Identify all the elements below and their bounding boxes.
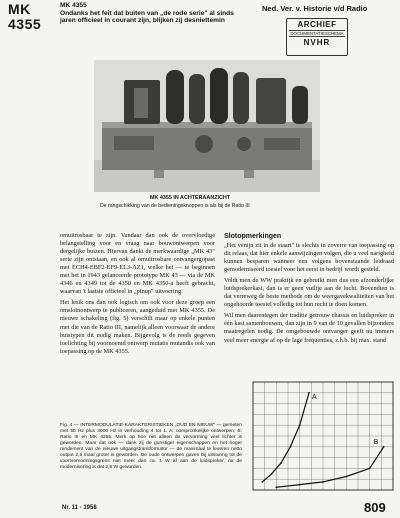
data-point [369,468,371,470]
right-column [224,232,394,348]
photo-subcaption: De rangschikking van de bedieningsknoppen is als bij de Ratio III [100,203,250,209]
photo-caption: MK 4355 IN ACHTERAANZICHT [150,195,231,201]
data-point [322,481,324,483]
right-paragraph: „Het venijn zit in de staart" is slechts in zoverre van toepassing op dit relaas, dat hier enkele aanwijzingen volgen, die u veel narigheid kunnen besparen wanneer een volgens bovenstaande leidraad gemoderniseerd toestel voor het eerst in bedrijf wordt gesteld. [224,242,394,274]
left-column [60,232,215,359]
issue-label: Nr. 11 - 1958 [62,505,97,511]
intro-block [60,2,245,25]
data-point [299,484,301,486]
stamp-line-documentatie: DOCUMENTATIESCHEMA [290,31,344,36]
intro-text: Ondanks het feit dat buiten van „de rode serie" al sinds jaren officieel in courant zijn, blijken zij desniettemin [60,9,234,25]
archive-stamp [286,18,348,56]
right-paragraph: Wil men daarentegen der traditie getrouw chassis en luidspreker in één kast samenbouwen, dan zijn in 9 van de 10 gevallen bijzondere maatregelen nodig. De omgebouwde ontvanger geeft nu immers veel meer energie af op de lage frequenties, z.h.b. bij max. stand [224,312,394,344]
series-label: A [312,393,317,401]
stamp-line-archief: ARCHIEF [297,20,337,29]
intro-code: MK 4355 [60,2,87,9]
series-line-b [276,447,383,488]
stamp-line-nvhr: NVHR [303,38,331,47]
chassis-photo [94,60,320,192]
data-point [383,446,385,448]
data-point [289,446,291,448]
data-point [280,462,282,464]
data-point [275,486,277,488]
data-point [308,392,310,394]
series-label: B [373,438,379,446]
data-point [261,481,263,483]
model-title: MK 4355 [8,1,42,32]
figure-caption: Fig. 4 — INTERMODULATIE-KARAKTERISTIEKEN „OUD EN NIEUW" — gemeten met 50 Hz plus 3000 Hz in verhouding 4 tot 1. A: oorspronkelijke ontwerpen; B: Ratio III en MK 4355. Merk op hoe riet alleen de vervorming veel lichter is geworden. Maar dat ook — dank zij de gunstiger eigenschappen en het hoger rendement van de nieuwe uitgangstransformator — de maximaal te leveren netto output 2,5 maal groter is geworden. De oude ontwerpen gaven bij uitsturing tot de voortvervormingsgrens niet meer dan ca. 1 W af aan de luidspreker, na de modernisering is dat 2,5 W geworden. [60,423,242,471]
page-number: 809 [364,500,386,515]
data-point [345,476,347,478]
data-point [299,424,301,426]
left-paragraph: omuitrosbaar te zijn. Vandaar dan ook de overvloedige belangstelling voor en vraag naar bouwontwerpen voor dergelijke buizen. Hiervan dankt de merkwaardige „MK 43" serie zijn ontstaan, en ook al omuitrosbare ontvangergopast met ECH4-EBF2-EF9-EL3-AZ1, welke het — te beginnen met het in 1943 gelanceerde prototype MK 43 — via de MK 4346 en 4349 tot de 4350 en MK 4350-a heeft gebracht, waarvan 't laatste officieel in „pinup" uitvoering. [60,232,215,296]
intermodulation-chart [247,378,397,496]
right-paragraph: Voldt men de WW praktijk en gebruikt men dus een afzonderlijke luidsprekerkast, dan is er geen vuiltje aan de lucht. Bovendien is dat verreweg de beste methode om de weergavekwaliteiten van het ongehoorde toestel volledig tot hun recht te doen komen. [224,277,394,309]
section-heading: Slotopmerkingen [224,233,282,240]
archive-heading: Ned. Ver. v. Historie v/d Radio [262,4,368,13]
left-paragraph: Het lesik ons dan ook logisch om ook voor deze groep een omslotnontwerp te publiceren, aangeduid met MK 4355. De nieuwe schakeling (fig. 5) verschilt maar op enkele punten met die van de Ratio III, namelijk alleen voorwaar de andere buistypen dit nodig maken. Bijgevolg is de reeds gegeven toelichting bij voornoemd ontwerp mutatis mutandis ook van toepassing op de MK 4355. [60,299,215,355]
data-point [271,473,273,475]
